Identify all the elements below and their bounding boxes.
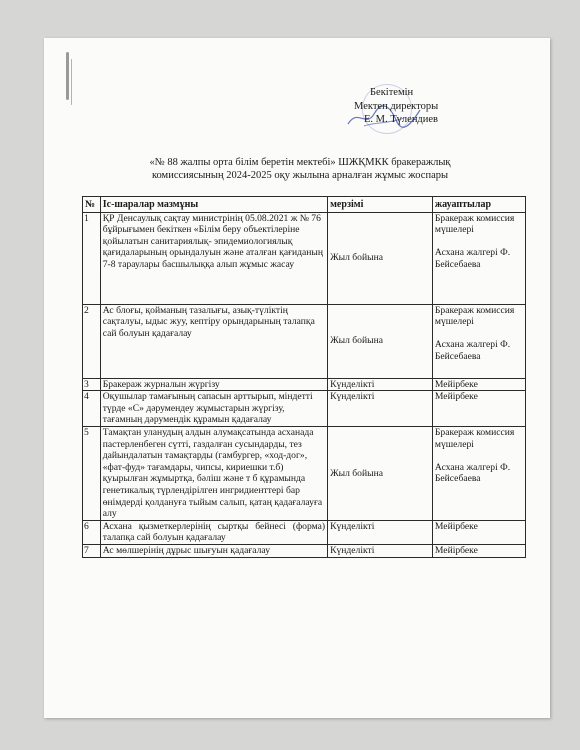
responsible-line: Мейірбеке (434, 391, 478, 403)
table-row (83, 304, 526, 378)
responsible-line: Мейірбеке (434, 544, 478, 556)
heading-line-2: комиссиясының 2024-2025 оқу жылына арналған жұмыс жоспары (151, 170, 449, 181)
row-responsible (432, 426, 525, 520)
responsible-line: Мейірбеке (434, 378, 478, 390)
responsible-gap (435, 236, 523, 248)
row-task: Асхана қызметкерлерінің сыртқы бейнесі (форма) талапқа сай болуын қадағалау (100, 520, 327, 544)
row-task: Ас мөлшерінің дұрыс шығуын қадағалау (100, 544, 327, 557)
responsible-line: Мейірбеке (434, 520, 478, 532)
approval-position: Мектеп директоры (354, 100, 439, 112)
row-deadline: Күнделікті (328, 520, 433, 544)
row-num: 3 (83, 378, 101, 391)
row-deadline: Жыл бойына (328, 426, 433, 520)
responsible-line: Бракераж комиссия мүшелері (434, 426, 515, 450)
row-task: Ас блоғы, қойманың тазалығы, азық-түліктің сақталуы, ыдыс жуу, кептіру орындарының талапқа сай болуын қадағалау (100, 304, 327, 378)
row-responsible (432, 391, 525, 427)
row-num: 2 (83, 304, 101, 378)
row-deadline: Жыл бойына (328, 304, 433, 378)
responsible-line: Асхана жалгері Ф. Бейсебаева (434, 461, 511, 485)
approval-title: Бекітемін (370, 87, 414, 98)
row-task: Бракераж журналын жүргізу (100, 378, 327, 391)
heading-line-1: «№ 88 жалпы орта білім беретін мектебі» ШЖҚМКК бракеражлық (149, 157, 451, 168)
approval-block (354, 86, 438, 127)
row-responsible (432, 520, 525, 544)
responsible-gap (435, 450, 523, 462)
row-num: 1 (83, 212, 101, 304)
document-heading (110, 156, 490, 182)
row-deadline: Күнделікті (328, 378, 433, 391)
row-task: ҚР Денсаулық сақтау министрінің 05.08.2021 ж № 76 бұйрығымен бекіткен «Білім беру объектілеріне қойылатын санитариялық- эпидемиологиялық қағидаларының орындалуын және аталған қағиданың 7-8 тараулары басшылыққа алып жұмыс жасау (100, 212, 327, 304)
row-responsible (432, 378, 525, 391)
header-num: № (83, 197, 101, 213)
table-header-row (83, 197, 526, 213)
table-row (83, 520, 526, 544)
row-task: Оқушылар тамағының сапасын арттырып, міндетті түрде «С» дәрумендеу жұмыстарын жүргізу, тағамның дәрумендік құрамын қадағалау (100, 391, 327, 427)
header-responsible: жауаптылар (432, 197, 525, 213)
responsible-line: Бракераж комиссия мүшелері (434, 212, 515, 236)
header-task: Іс-шаралар мазмұны (100, 197, 327, 213)
staple-mark (66, 52, 69, 100)
document-page (44, 38, 550, 718)
responsible-line: Асхана жалгері Ф. Бейсебаева (434, 339, 511, 362)
row-responsible (432, 544, 525, 557)
table-row (83, 212, 526, 304)
responsible-gap (435, 328, 523, 340)
row-num: 6 (83, 520, 101, 544)
row-num: 4 (83, 391, 101, 427)
header-deadline: мерзімі (328, 197, 433, 213)
row-num: 5 (83, 426, 101, 520)
work-plan-table (82, 196, 526, 558)
row-deadline: Күнделікті (328, 391, 433, 427)
responsible-line: Асхана жалгері Ф. Бейсебаева (434, 247, 511, 270)
row-deadline: Күнделікті (328, 544, 433, 557)
approval-name: Е. М. Түлендиев (364, 114, 439, 125)
row-num: 7 (83, 544, 101, 557)
responsible-line: Бракераж комиссия мүшелері (434, 304, 515, 328)
table-row (83, 378, 526, 391)
row-task: Тамақтан уланудың алдын алумақсатында асханада пастерленбеген сүтті, газдалған сусындарды, тез дайындалатын тамақтарды (гамбургер, «ход-дог», «фат-фуд» тағамдары, чипсы, кириешки т.б) қуырылған жұмыртқа, бәліш және т б құрамында генетикалық түрлендірілген ингридиенттері бар өнімдерді қолдануға тыйым салып, қатаң қадағалауға алу (100, 426, 327, 520)
row-responsible (432, 304, 525, 378)
table-row (83, 426, 526, 520)
table-row (83, 544, 526, 557)
table-row (83, 391, 526, 427)
row-responsible (432, 212, 525, 304)
row-deadline: Жыл бойына (328, 212, 433, 304)
